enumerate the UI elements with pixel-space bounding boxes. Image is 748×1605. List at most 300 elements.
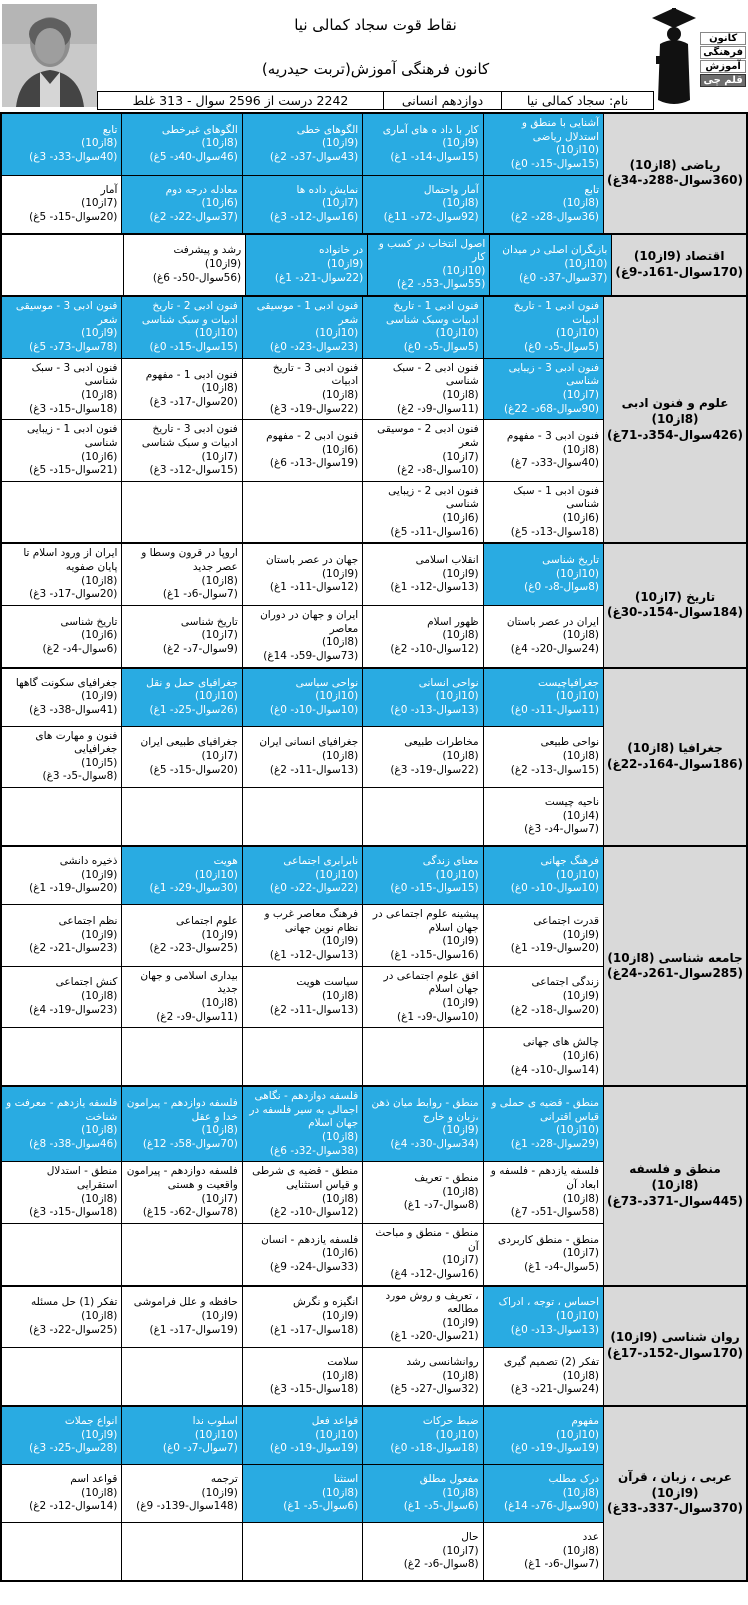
topic-detail: (13سوال-13د- 0غ): [390, 703, 479, 716]
topic-detail: (16سوال-15د- 1غ): [390, 948, 479, 961]
topic-name: فنون ادبی 1 - موسیقی شعر: [256, 300, 359, 326]
topic-cell: [484, 544, 603, 605]
topic-name: سلامت: [327, 1356, 359, 1369]
topic-detail: (13سوال-11د- 2غ): [269, 763, 359, 776]
topic-name: فنون ادبی 1 - تاریخ ادبیات: [513, 300, 600, 326]
topic-name: انقلاب اسلامی: [415, 554, 479, 567]
topic-score: (9از10): [442, 1124, 479, 1137]
topic-name: فلسفه دوازدهم - پیرامون خدا و عقل: [126, 1097, 238, 1123]
empty-cell: [122, 1028, 241, 1085]
topics-grid: [2, 297, 603, 542]
empty-cell: [122, 482, 241, 543]
topic-cell: [484, 1224, 603, 1285]
topic-score: (10از10): [194, 1428, 238, 1441]
topic-score: (10از10): [442, 264, 486, 277]
topic-name: زندگی اجتماعی: [531, 976, 600, 989]
subject-section: [2, 1085, 746, 1284]
topic-score: (9از10): [201, 1486, 238, 1499]
topic-score: (8از10): [562, 1369, 600, 1382]
topic-score: (6از10): [81, 450, 118, 463]
topic-detail: (43سوال-37د- 2غ): [269, 151, 359, 164]
topic-score: (9از10): [81, 690, 118, 703]
topic-cell: [246, 235, 367, 296]
topic-score: (8از10): [321, 1369, 359, 1382]
subject-section: [2, 295, 746, 542]
topic-name: جغرافیاچیست: [538, 676, 600, 689]
topic-score: (10از10): [194, 868, 238, 881]
topic-score: (9از10): [442, 137, 479, 150]
topic-name: در خانواده: [319, 244, 364, 257]
topic-name: ظهور اسلام: [427, 615, 479, 628]
topic-detail: (5سوال-4د- 1غ): [524, 1261, 600, 1274]
topic-name: فنون ادبی 3 - زیبایی شناسی: [508, 361, 600, 388]
subject-section: [2, 1405, 746, 1580]
topic-detail: (30سوال-29د- 1غ): [149, 882, 238, 895]
topic-detail: (56سوال-50د- 6غ): [152, 271, 242, 284]
topic-name: آشنایی با منطق و استدلال ریاضی: [521, 117, 600, 143]
empty-cell: [363, 788, 482, 845]
topic-score: (10از10): [435, 868, 479, 881]
topic-score: (9از10): [81, 1428, 118, 1441]
topic-name: تفکر (1) حل مسئله: [30, 1296, 118, 1309]
topic-name: رشد و پیشرفت: [173, 244, 242, 257]
subject-title: اقتصاد (9از10): [633, 249, 725, 264]
topics-grid: [2, 235, 611, 296]
topic-name: ، تعریف و روش مورد مطالعه: [385, 1289, 479, 1316]
topic-detail: (12سوال-10د- 2غ): [269, 1206, 359, 1219]
kanoon-logo: [654, 4, 746, 110]
topic-detail: (46سوال-38د- 8غ): [29, 1137, 118, 1150]
topic-score: (10از10): [194, 327, 238, 340]
subject-stats: (426سوال-354د-71غ): [607, 427, 743, 442]
topic-cell: [243, 727, 362, 788]
topic-cell: [363, 1523, 482, 1580]
empty-cell: [122, 788, 241, 845]
topic-score: (10از10): [556, 1309, 600, 1322]
topic-name: بازیگران اصلی در میدان: [502, 244, 608, 257]
subject-cell: [603, 669, 746, 846]
topic-detail: (20سوال-19د- 1غ): [29, 882, 118, 895]
subject-title: جغرافیا (8از10): [627, 741, 723, 756]
topic-score: (8از10): [321, 990, 359, 1003]
topic-cell: [2, 1465, 121, 1522]
topic-score: (8از10): [321, 1192, 359, 1205]
topic-detail: (32سوال-27د- 5غ): [390, 1383, 479, 1396]
topic-name: قواعد فعل: [311, 1415, 359, 1428]
topic-cell: [363, 359, 482, 420]
topic-score: (9از10): [326, 258, 364, 271]
topic-name: سیاست هویت: [296, 976, 359, 989]
topic-name: کنش اجتماعی: [55, 976, 118, 989]
topic-name: الگوهای غیرخطی: [161, 123, 238, 136]
topic-detail: (40سوال-33د- 3غ): [29, 151, 118, 164]
topic-name: معنای زندگی: [422, 855, 479, 868]
subject-title: روان شناسی (9از10): [610, 1330, 740, 1345]
topic-cell: [484, 669, 603, 726]
topic-name: آمار واحتمال: [423, 183, 479, 196]
subject-title: منطق و فلسفه (8از10): [629, 1162, 721, 1193]
topic-name: تاریخ شناسی: [542, 554, 600, 567]
topic-score: (8از10): [562, 629, 600, 642]
topic-score: (8از10): [81, 388, 118, 401]
empty-cell: [243, 482, 362, 543]
topic-score: (8از10): [81, 1309, 118, 1322]
topic-cell: [363, 1465, 482, 1522]
topic-cell: [363, 905, 482, 966]
topic-score: (10از10): [556, 868, 600, 881]
empty-cell: [2, 1348, 121, 1405]
subject-stats: (186سوال-164د-22غ): [607, 756, 743, 771]
topic-cell: [243, 669, 362, 726]
topic-name: پیشینه علوم اجتماعی در جهان اسلام: [372, 908, 479, 934]
topic-score: (8از10): [442, 1369, 479, 1382]
topic-detail: (19سوال-17د- 1غ): [149, 1323, 238, 1336]
topic-cell: [363, 482, 482, 543]
subject-cell: [603, 544, 746, 666]
topic-cell: [122, 544, 241, 605]
topic-name: حال: [461, 1531, 479, 1544]
topic-score: (8از10): [442, 1486, 479, 1499]
topic-cell: [122, 1087, 241, 1161]
topic-score: (10از10): [556, 144, 600, 157]
topic-score: (10از10): [315, 868, 359, 881]
topic-score: (7از10): [562, 388, 600, 401]
topic-detail: (10سوال-8د- 2غ): [397, 464, 479, 477]
topic-cell: [2, 1287, 121, 1348]
topic-cell: [484, 1287, 603, 1348]
topic-cell: [363, 1407, 482, 1464]
topic-detail: (10سوال-10د- 0غ): [510, 882, 600, 895]
topic-cell: [2, 847, 121, 904]
topic-score: (8از10): [81, 990, 118, 1003]
topic-detail: (18سوال-18د- 0غ): [390, 1442, 479, 1455]
topic-cell: [243, 176, 362, 233]
topic-score: (10از10): [556, 567, 600, 580]
topic-detail: (15سوال-14د- 1غ): [390, 151, 479, 164]
topic-name: عدد: [582, 1531, 600, 1544]
topic-score: (9از10): [204, 258, 242, 271]
topic-detail: (36سوال-28د- 2غ): [510, 210, 600, 223]
topic-score: (8از10): [442, 749, 479, 762]
topic-name: فنون ادبی 2 - زیبایی شناسی: [388, 484, 479, 511]
topic-detail: (18سوال-15د- 3غ): [269, 1383, 359, 1396]
topic-cell: [484, 788, 603, 845]
topic-detail: (15سوال-15د- 0غ): [510, 157, 600, 170]
topic-score: (8از10): [321, 1131, 359, 1144]
topic-score: (7از10): [201, 629, 238, 642]
topic-cell: [484, 1465, 603, 1522]
topic-cell: [243, 420, 362, 481]
topic-score: (9از10): [442, 935, 479, 948]
topic-name: ناحیه چیست: [544, 796, 600, 809]
subject-stats: (360سوال-288د-34غ): [607, 173, 743, 188]
topic-score: (6از10): [442, 512, 479, 525]
student-photo: [2, 4, 97, 107]
topic-name: مخاطرات طبیعی: [404, 736, 479, 749]
topic-detail: (8سوال-6د- 2غ): [403, 1558, 479, 1571]
topic-score: (7از10): [201, 749, 238, 762]
topic-name: فلسفه یازدهم - انسان: [261, 1233, 359, 1246]
topic-score: (8از10): [562, 443, 600, 456]
topic-cell: [122, 297, 241, 358]
topic-score: (10از10): [556, 327, 600, 340]
topic-cell: [2, 176, 121, 233]
topic-cell: [363, 1162, 482, 1223]
topic-cell: [490, 235, 611, 296]
subject-title: عربی ، زبان ، قرآن (9از10): [618, 1470, 732, 1500]
topic-score: (10از10): [315, 1428, 359, 1441]
topic-cell: [363, 1287, 482, 1348]
subject-cell: [603, 1407, 746, 1580]
topic-score: (8از10): [81, 137, 118, 150]
topic-cell: [243, 905, 362, 966]
topic-score: (8از10): [442, 629, 479, 642]
topic-cell: [122, 1407, 241, 1464]
topics-grid: [2, 669, 603, 846]
topic-score: (8از10): [562, 1544, 600, 1557]
topic-detail: (7سوال-6د- 1غ): [524, 1558, 600, 1571]
topic-name: تابع: [102, 123, 118, 136]
topic-cell: [2, 669, 121, 726]
topic-name: فنون ادبی 3 - سبک شناسی: [31, 361, 118, 388]
topic-name: مفعول مطلق: [419, 1473, 479, 1486]
topic-cell: [363, 544, 482, 605]
topic-name: جغرافیای سکونت گاهها: [15, 676, 118, 689]
subject-title: تاریخ (7از10): [634, 589, 716, 604]
topic-cell: [363, 1224, 482, 1285]
topic-detail: (7سوال-7د- 0غ): [162, 1442, 238, 1455]
topic-detail: (12سوال-11د- 1غ): [269, 581, 359, 594]
topic-cell: [2, 1407, 121, 1464]
topic-detail: (55سوال-53د- 2غ): [397, 278, 486, 291]
topic-name: منطق - قضیه ی شرطی و قیاس استثنایی: [252, 1165, 359, 1192]
topic-cell: [122, 114, 241, 175]
org-subtitle: کانون فرهنگی آموزش(تربت حیدریه): [261, 60, 490, 78]
topic-cell: [363, 176, 482, 233]
topic-cell: [243, 847, 362, 904]
topic-cell: [363, 669, 482, 726]
topic-score: (10از10): [194, 690, 238, 703]
topic-name: آمار: [100, 183, 118, 196]
topic-score: (8از10): [321, 749, 359, 762]
topic-detail: (19سوال-19د- 0غ): [269, 1442, 359, 1455]
topic-score: (8از10): [562, 749, 600, 762]
topic-cell: [243, 1407, 362, 1464]
topic-detail: (29سوال-28د- 1غ): [510, 1137, 600, 1150]
topic-name: جهان در عصر باستان: [266, 554, 359, 567]
topic-cell: [243, 1465, 362, 1522]
topic-score: (6از10): [321, 443, 359, 456]
topics-grid: [2, 1287, 603, 1406]
topic-name: ایران در عصر باستان: [506, 615, 600, 628]
topic-score: (8از10): [442, 197, 479, 210]
topic-score: (8از10): [201, 996, 238, 1009]
topic-cell: [243, 1162, 362, 1223]
topic-name: فنون ادبی 3 - مفهوم: [506, 430, 600, 443]
topic-cell: [484, 114, 603, 175]
topic-name: فرهنگ جهانی: [540, 855, 600, 868]
topic-name: روانشانسی رشد: [406, 1356, 479, 1369]
topic-name: منطق - استدلال استقرایی: [46, 1165, 118, 1192]
score-summary: 2242 درست از 2596 سوال - 313 غلط: [132, 93, 349, 108]
topic-cell: [122, 1162, 241, 1223]
topics-grid: [2, 1087, 603, 1284]
empty-cell: [363, 1028, 482, 1085]
topic-detail: (78سوال-62د- 15غ): [142, 1206, 238, 1219]
topic-detail: (14سوال-10د- 4غ): [510, 1063, 600, 1076]
topic-score: (8از10): [81, 574, 118, 587]
topic-name: فنون ادبی 2 - تاریخ ادبیات و سبک شناسی: [141, 300, 238, 326]
topic-score: (9از10): [201, 1309, 238, 1322]
topic-cell: [363, 297, 482, 358]
topic-score: (8از10): [321, 388, 359, 401]
topic-cell: [122, 669, 241, 726]
topic-name: اصول انتخاب در کسب و کار: [378, 237, 486, 264]
topic-score: (7از10): [81, 197, 118, 210]
subject-section: [2, 1285, 746, 1406]
topic-detail: (12سوال-10د- 2غ): [390, 643, 479, 656]
report-table: [0, 112, 748, 1582]
topic-detail: (6سوال-5د- 1غ): [283, 1500, 359, 1513]
topic-detail: (18سوال-15د- 3غ): [29, 402, 118, 415]
topic-detail: (25سوال-23د- 2غ): [149, 942, 238, 955]
subject-section: [2, 114, 746, 233]
topic-score: (10از10): [556, 1428, 600, 1441]
topic-name: معادله درجه دوم: [165, 183, 238, 196]
topic-cell: [243, 297, 362, 358]
topic-detail: (23سوال-19د- 4غ): [29, 1003, 118, 1016]
subject-section: [2, 542, 746, 666]
topic-score: (9از10): [81, 327, 118, 340]
kanoon-logo-words: [700, 32, 746, 87]
topic-detail: (90سوال-68د- 22غ): [504, 402, 600, 415]
topic-detail: (22سوال-19د- 3غ): [269, 402, 359, 415]
topic-score: (8از10): [321, 636, 359, 649]
topic-cell: [122, 606, 241, 667]
topic-detail: (15سوال-12د- 3غ): [149, 464, 238, 477]
topic-name: جغرافیای حمل و نقل: [146, 676, 238, 689]
topic-score: (8از10): [201, 137, 238, 150]
empty-cell: [243, 1028, 362, 1085]
topic-name: چالش های جهانی: [522, 1036, 600, 1049]
subject-cell: [603, 297, 746, 542]
topics-grid: [2, 847, 603, 1085]
topics-grid: [2, 544, 603, 666]
topic-score: (5از10): [81, 756, 118, 769]
topic-name: فنون ادبی 3 - تاریخ ادبیات و سبک شناسی: [141, 423, 238, 449]
topic-name: قواعد اسم: [70, 1473, 118, 1486]
empty-cell: [122, 1224, 241, 1285]
topic-cell: [2, 967, 121, 1028]
topic-name: فلسفه یازدهم - معرفت و شناخت: [6, 1097, 118, 1123]
topic-detail: (40سوال-33د- 7غ): [510, 457, 600, 470]
logo-word: کانون: [700, 32, 746, 45]
topic-cell: [484, 176, 603, 233]
topic-cell: [243, 544, 362, 605]
topic-cell: [243, 359, 362, 420]
topic-cell: [2, 359, 121, 420]
topic-score: (8از10): [562, 197, 600, 210]
topic-name: نظم اجتماعی: [58, 914, 118, 927]
topic-cell: [2, 905, 121, 966]
topic-detail: (78سوال-73د- 5غ): [29, 341, 118, 354]
topic-detail: (20سوال-18د- 2غ): [510, 1003, 600, 1016]
topic-detail: (20سوال-15د- 5غ): [29, 210, 118, 223]
topic-detail: (24سوال-21د- 3غ): [510, 1383, 600, 1396]
topic-name: درک مطلب: [548, 1473, 600, 1486]
topic-name: نمایش داده ها: [296, 183, 359, 196]
topic-name: افق علوم اجتماعی در جهان اسلام: [383, 969, 479, 996]
topic-cell: [363, 1348, 482, 1405]
topic-score: (9از10): [562, 928, 600, 941]
topic-name: فلسفه یازدهم - فلسفه و ابعاد آن: [490, 1165, 600, 1192]
topic-cell: [363, 727, 482, 788]
topic-name: فنون ادبی 2 - مفهوم: [266, 430, 359, 443]
topic-name: الگوهای خطی: [296, 123, 359, 136]
topic-name: حافظه و علل فراموشی: [133, 1296, 238, 1309]
kanoon-graduate-logo-icon: [650, 4, 698, 116]
topic-cell: [484, 1348, 603, 1405]
topic-cell: [363, 420, 482, 481]
subject-stats: (184سوال-154د-30غ): [607, 605, 743, 620]
topic-name: فنون و مهارت های جغرافیایی: [35, 729, 118, 756]
student-grade: دوازدهم انسانی: [383, 92, 501, 109]
topic-cell: [2, 1162, 121, 1223]
topic-cell: [2, 727, 121, 788]
topic-name: احساس ، توجه ، ادراک: [498, 1296, 600, 1309]
topic-name: منطق - تعریف: [414, 1172, 479, 1185]
subject-stats: (170سوال-152د-17غ): [607, 1345, 743, 1360]
topic-name: فنون ادبی 1 - زیبایی شناسی: [26, 423, 118, 449]
topic-detail: (10سوال-10د- 0غ): [269, 703, 359, 716]
topic-detail: (23سوال-23د- 0غ): [269, 341, 359, 354]
topic-cell: [484, 606, 603, 667]
topic-detail: (18سوال-13د- 5غ): [510, 525, 600, 538]
topic-detail: (13سوال-12د- 1غ): [390, 581, 479, 594]
topic-detail: (92سوال-72د- 11غ): [383, 210, 479, 223]
topic-cell: [484, 1028, 603, 1085]
topic-name: فنون ادبی 1 - مفهوم: [145, 368, 238, 381]
topic-name: نواحی انسانی: [418, 676, 479, 689]
topic-score: (9از10): [442, 567, 479, 580]
topic-cell: [2, 606, 121, 667]
topic-detail: (13سوال-13د- 0غ): [510, 1323, 600, 1336]
topic-name: استثنا: [333, 1473, 359, 1486]
topic-name: جغرافیای انسانی ایران: [259, 736, 359, 749]
topic-detail: (70سوال-58د- 12غ): [142, 1137, 238, 1150]
topic-cell: [363, 967, 482, 1028]
student-info-bar: [97, 91, 654, 110]
topic-score: (10از10): [315, 327, 359, 340]
topic-score: (10از10): [556, 690, 600, 703]
topic-cell: [484, 1087, 603, 1161]
topic-detail: (37سوال-37د- 0غ): [519, 271, 608, 284]
empty-cell: [2, 1523, 121, 1580]
topic-name: بیداری اسلامی و جهان جدید: [140, 969, 238, 996]
subject-stats: (445سوال-371د-73غ): [607, 1193, 743, 1208]
topic-score: (6از10): [201, 197, 238, 210]
topic-name: ضبط حرکات: [422, 1415, 479, 1428]
topic-detail: (9سوال-7د- 2غ): [162, 643, 238, 656]
topic-cell: [484, 967, 603, 1028]
topic-score: (8از10): [201, 1124, 238, 1137]
topic-cell: [2, 114, 121, 175]
topic-name: تابع: [584, 183, 600, 196]
empty-cell: [122, 1523, 241, 1580]
topic-detail: (16سوال-11د- 5غ): [390, 525, 479, 538]
topic-detail: (15سوال-15د- 0غ): [390, 882, 479, 895]
topic-cell: [363, 847, 482, 904]
